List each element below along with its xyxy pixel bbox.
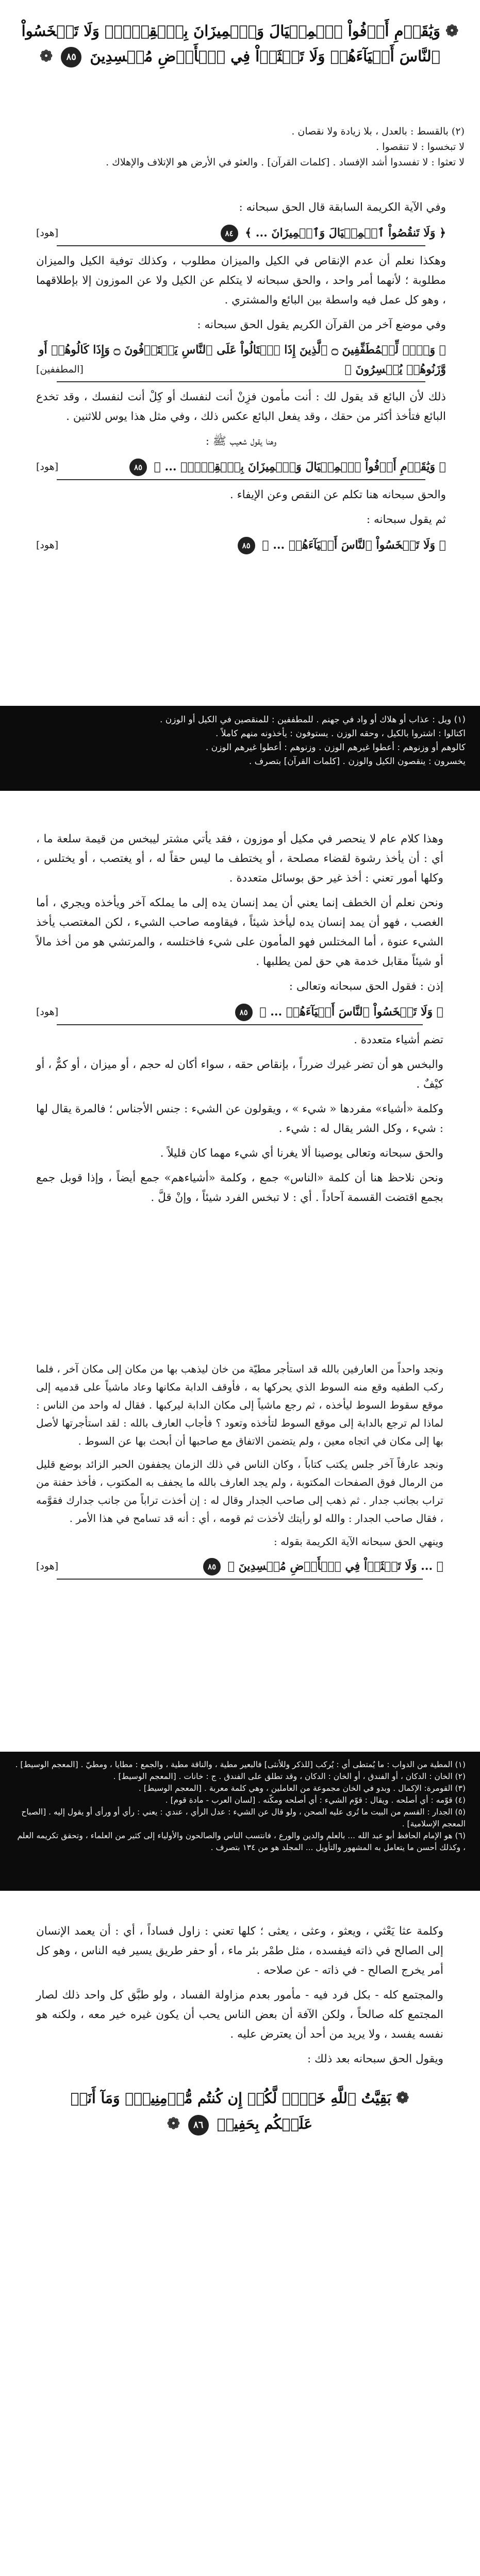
quote-source: [هود] <box>36 539 59 551</box>
paragraph: والمجتمع كله - بكل فرد فيه - مأمور بعدم مزاولة الفساد ، ولو طبَّق كل واحد ذلك لصار المجتمع كله صالحاً ، ولكن الآفة أن بعض الناس يحب أن يكون غيره خير معه ، ولكنه هو نفسه يفسد ، ولا يريد من أحد أن يعترض عليه . <box>36 1989 443 2041</box>
paragraph: تضم أشياء متعددة . <box>354 1033 443 1046</box>
paragraph: وفي الآية الكريمة السابقة قال الحق سبحانه : <box>239 201 446 214</box>
verse-text: بَقِيَّتُ ٱللَّهِ خَيۡرٞ لَّكُمۡ إِن كُنتُم مُّؤۡمِنِينَۚ وَمَآ أَنَا۠ عَلَيۡكُم بِحَفِيظٖ <box>70 2090 391 2132</box>
note-line: لا تعثوا : لا تفسدوا أشد الإفساد . [كلمات القرآن] . والعثو في الأرض هو الإتلاف والإهلاك . <box>106 157 465 168</box>
footnote: (١) المطية من الدواب : ما يُمتطى أي : يُركب [للذكر وللأنثى] فالبعير مطية ، والناقة مطية ، والجمع : مطايا ، ومطيّ . [المعجم الوسيط] . <box>15 1760 466 1769</box>
verse-number-badge: ٨٦ <box>188 2115 209 2136</box>
footnote: (١) ويل : عذاب أو هلاك أو واد في جهنم . للمطففين : للمنقصين في الكيل أو الوزن . <box>159 715 466 725</box>
quote-source: [هود] <box>36 1561 59 1572</box>
quote-text: ﴿ وَلَا تَبۡخَسُواْ ٱلنَّاسَ أَشۡيَآءَهُمۡ ... ﴾ <box>259 1005 443 1019</box>
paragraph: والحق سبحانه وتعالى يوصينا ألا يغرنا أي شيء مهما كان قليلاً . <box>160 1147 443 1160</box>
top-verse-section <box>0 5 480 124</box>
divider <box>57 245 425 246</box>
paragraph: والحق سبحانه هنا تكلم عن النقص وعن الإيفاء . <box>229 488 446 501</box>
verse-number-badge: ٨٥ <box>129 459 147 476</box>
footnote: (٦) هو الإمام الحافظ أبو عبد الله ... بالعلم والدين والورع ، فانتسب الناس والصالحون والأولياء إلى كثير من العلماء ، وتحقق تكريمه العلم ، وكذلك أحسن ما يتعامل به المشهور والتأويل ... المجلد هو من ١٣٤ بتصرف . <box>17 1831 466 1852</box>
page-scan-1 <box>21 185 461 701</box>
footnote: (٣) القومرة: الإكمال . وبدو في الخان مجموعة من العاملين ، وهي كلمة معربة . [المعجم الوسيط] . <box>138 1784 466 1793</box>
verse-number-badge: ٨٥ <box>61 47 81 67</box>
ornament-left-icon: ❁ <box>396 2089 409 2107</box>
quote-text: ﴿ وَيَٰقَوۡمِ أَوۡفُواْ ٱلۡمِكۡيَالَ وَٱلۡمِيزَانَ بِٱلۡقِسۡطِۖ ... ﴾ <box>154 460 446 473</box>
paragraph: ونجد عارفاً آخر جلس يكتب كتاباً ، وكان الناس في ذلك الزمان يجففون الحبر الزائد بوضع قليل من الرمال فوق الصفحات المكتوبة ، ولم يجد العارف بالله ما يجفف به المكتوب ، فأخذ حفنة من تراب بجانب جدار . ثم ذهب إلى صاحب الجدار وقال له : إن أخذت تراباً من جانب جدارك فقوَّمه ، فقال صاحب الجدار : والله لو رأيتك لأخذت ثم قومه ، أي : أنه قد تسامح في هذا الأمر . <box>36 1458 443 1524</box>
page-scan-4 <box>21 1906 459 2576</box>
footnote: اكتالوا : اشتروا بالكيل ، وحقه الوزن . يستوفون : يأخذونه منهم كاملاً . <box>215 728 466 739</box>
footnote: (٥) الجدار : القسم من البيت ما تُرى عليه الصحن ، ولو قال عن الشيء : عدل الرأي ، عندي : يعني : رأي أو ورأى أو يقول إليه . [الصباح المعجم الإسلامية] . <box>21 1807 466 1828</box>
paragraph: ذلك لأن البائع قد يقول لك : أنت مأمون فزِنْ أنت لنفسك أو كِلْ أنت لنفسك ، وقد تخدع البائع فتأخذ أكثر من حقك ، وقد يفعل البائع عكس ذلك ، وفي مثل هذا يوس للاثنين . <box>36 391 446 423</box>
quran-quote <box>36 1556 443 1577</box>
page-scan-2 <box>21 814 459 1329</box>
paragraph: ثم يقول سبحانه : <box>366 513 446 526</box>
paragraph: ويقول الحق سبحانه بعد ذلك : <box>307 2053 443 2065</box>
paragraph: ونجد واحداً من العارفين بالله قد استأجر مطيّة من خان ليذهب بها من مكان إلى مكان آخر ، فلما ركب الطفيه وقع منه السوط الذي يحركها به ، فأوقف الدابة مكانها وعاد ماشياً على قدميه إلى موقع سقوط السوط ليأخذه ، ثم رجع ماشياً إلى مكان الدابة ليركبها . فقال له واحد من الناس : لماذا لم ترجع بالدابة إلى موقع السوط لتأخذه وتعود ؟ فأجاب العارف بالله : لقد استأجرتها لأصل بها إلى مكان في اتجاه معين ، ولم يتضمن الاتفاق مع صاحبها أن أبحث بها عن السوط . <box>36 1363 443 1447</box>
quote-text: ﴿ ... وَلَا تَعۡثَوۡاْ فِي ٱلۡأَرۡضِ مُفۡسِدِينَ ﴾ <box>227 1560 443 1573</box>
footnote: (٤) قوّمه : أي أصلحه . ويقال : قوّم الشيء : أي أصلحه ومكّنه . [لسان العرب - مادة قوم] . <box>165 1795 466 1805</box>
divider <box>57 1579 423 1580</box>
footnote-band-1 <box>0 706 480 791</box>
paragraph: والبخس هو أن تضر غيرك ضرراً ، بإنقاص حقه ، سواء أكان له حجم ، أو ميزان ، أو كمٌّ ، أو كيْفٌ . <box>36 1058 443 1091</box>
quran-quote <box>36 456 446 477</box>
divider <box>57 381 425 382</box>
ornament-left-icon: ❁ <box>445 22 459 40</box>
quran-quote <box>36 223 446 243</box>
paragraph: وهنا يقول شعيب ﷺ : <box>205 435 277 448</box>
paragraph: وفي موضع آخر من القرآن الكريم يقول الحق سبحانه : <box>197 318 446 331</box>
divider <box>57 479 425 480</box>
verse-number-badge: ٨٥ <box>238 537 255 554</box>
note-line: (٢) بالقسط : بالعدل ، بلا زيادة ولا نقصان . <box>291 126 465 137</box>
paragraph: ونحن نعلم أن الخطف إنما يعني أن يمد إنسان يده إلى ما يملكه آخر ويأخذه ويجري ، أما الغصب ، فهو أن يمد إنسان يده ليأخذ شيئاً ، فيقاومه صاحب الشيء ، لكن المغتصب يأخذ الشيء عنوة ، أما المختلس فهو المأمون على شيء فاختلسه ، والمرتشي هو من أخذ مالاً أو شيئاً مقابل خدمة هي حق لمن يطلبها . <box>36 896 443 968</box>
page-scan-3 <box>21 1350 459 1747</box>
footnote-band-2 <box>0 1752 480 1891</box>
verse-banner <box>44 2079 436 2143</box>
ornament-right-icon: ❁ <box>40 47 53 65</box>
footnote: يخسرون : ينقصون الكيل والوزن . [كلمات القرآن] بتصرف . <box>249 756 466 767</box>
paragraph: وهكذا نعلم أن عدم الإنقاص في الكيل والميزان مطلوب ، وكذلك توفية الكيل والميزان مطلوبة ؛ لأنهما أمر واحد ، والحق سبحانه لا يتكلم عن الكيل ولا عن الموزون إلا بإطلاقهما ، وهو كل عمل فيه واسطة بين البائع والمشتري . <box>36 255 446 307</box>
footnote: (٢) الخان : الدكان ، أو الفندق ، أو الخان : الدكان ، وقد تطلق على الفندق . ج : خانات . [المعجم الوسيط] . <box>113 1772 466 1781</box>
paragraph: ونحن نلاحظ هنا أن كلمة «الناس» جمع ، وكلمة «أشياءهم» جمع أيضاً ، وإذا قوبل جمع بجمع اقتضت القسمة آحاداً . أي : لا تبخس الفرد شيئاً ، وإنْ قلَّ . <box>36 1172 443 1204</box>
paragraph: وكلمة «أشياء» مفردها « شيء » ، ويقولون عن الشيء : جنس الأجناس ؛ فالمرة يقال لها : شيء ، وكل الشر يقال له : شيء . <box>36 1103 443 1135</box>
paragraph: إذن : فقول الحق سبحانه وتعالى : <box>289 980 443 993</box>
quote-text: ﴿ وَيۡلٞ لِّلۡمُطَفِّفِينَ ۝ ٱلَّذِينَ إِذَا ٱكۡتَالُواْ عَلَى ٱلنَّاسِ يَسۡتَوۡفُونَ ۝ وَإِذَا كَالُوهُمۡ أَو وَّزَنُوهُمۡ يُخۡسِرُونَ ﴾ <box>38 343 446 376</box>
top-notes <box>0 124 480 180</box>
divider <box>57 1024 423 1025</box>
quran-quote <box>36 535 446 555</box>
paragraph: وينهي الحق سبحانه الآية الكريمة بقوله : <box>273 1535 443 1548</box>
quote-source: [هود] <box>36 1006 59 1018</box>
quote-source: [هود] <box>36 227 59 239</box>
note-line: لا تبخسوا : لا تنقصوا . <box>376 141 465 152</box>
quote-text: ﴿ وَلَا تَنقُصُواْ ٱلۡمِكۡيَالَ وَٱلۡمِيزَانَ ... ﴾ <box>245 226 446 240</box>
verse-banner <box>8 12 472 75</box>
quote-text: ﴿ وَلَا تَبۡخَسُواْ ٱلنَّاسَ أَشۡيَآءَهُمۡ ... ﴾ <box>262 538 446 552</box>
quran-quote <box>36 340 446 379</box>
quote-source: [هود] <box>36 461 59 472</box>
verse-number-badge: ٨٥ <box>235 1004 253 1021</box>
ornament-right-icon: ❁ <box>167 2115 180 2133</box>
verse-text: وَيَٰقَوۡمِ أَوۡفُواْ ٱلۡمِكۡيَالَ وَٱلۡمِيزَانَ بِٱلۡقِسۡطِۖ وَلَا تَبۡخَسُواْ ٱلنَّاسَ أَشۡيَآءَهُمۡ وَلَا تَعۡثَوۡاْ فِي ٱلۡأَرۡضِ مُفۡسِدِينَ <box>21 22 441 65</box>
quote-source: [المطففين] <box>36 364 84 375</box>
paragraph: وهذا كلام عام لا ينحصر في مكيل أو موزون ، فقد يأتي مشتر ليبخس من قيمة سلعة ما ، أي : أن يأخذ رشوة لقضاء مصلحة ، أو يختطف ما ليس حقاً له ، أو يغتصب ، أو يختلس ، وكلها أمور تعني : أخذ غير حق بوسائل متعددة . <box>36 833 443 885</box>
verse-number-badge: ٨٥ <box>203 1558 221 1575</box>
footnote: كالوهم أو وزنوهم : أعطوا غيرهم الوزن . وزنوهم : أعطوا غيرهم الوزن . <box>205 742 466 753</box>
paragraph: وكلمة عثا يَعْثي ، ويعثو ، وعثى ، يعثى ؛ كلها تعني : زاول فساداً ، أي : أن يعمد الإنسان إلى الصالح في ذاته فيفسده ، مثل طمْر بئر ماء ، أو حفر طريق يسير فيه الناس ، وهو كل أمر يخرج الصالح - في ذاته - عن صلاحه . <box>36 1925 443 1977</box>
verse-number-badge: ٨٤ <box>221 225 238 242</box>
quran-quote <box>36 1002 443 1022</box>
